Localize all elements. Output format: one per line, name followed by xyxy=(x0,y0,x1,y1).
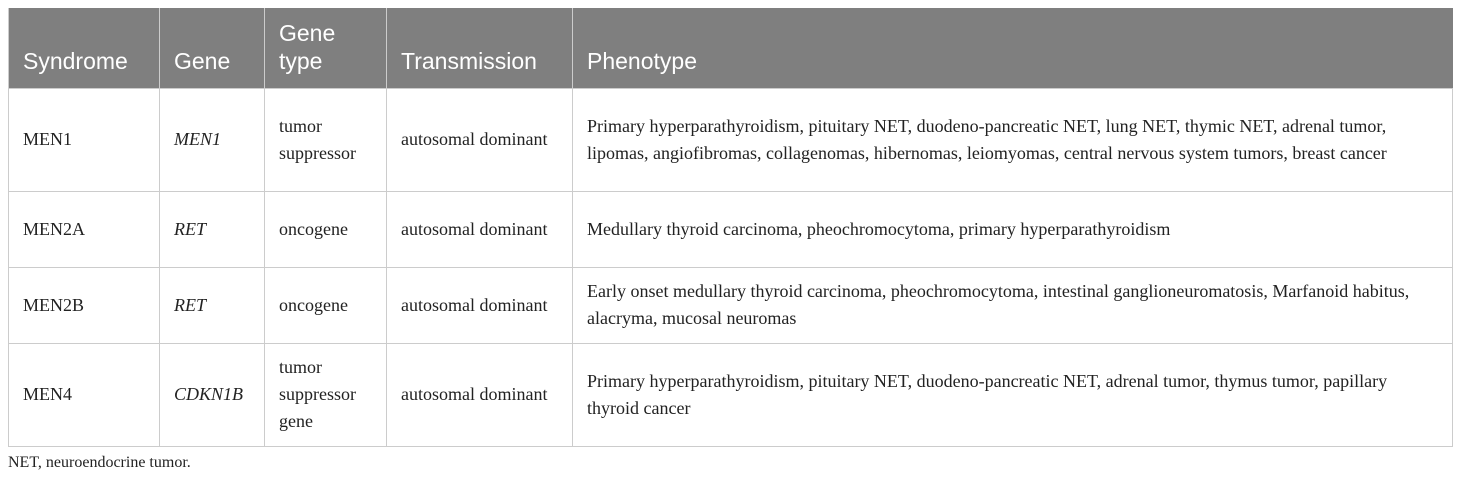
cell-gene-type: tumor suppressor gene xyxy=(265,343,387,446)
header-gene-type: Gene type xyxy=(265,8,387,88)
table-container xyxy=(8,8,1452,447)
table-row xyxy=(9,267,1453,343)
cell-transmission: autosomal dominant xyxy=(387,267,573,343)
table-header-row xyxy=(9,8,1453,88)
syndrome-table xyxy=(8,8,1453,447)
cell-gene: CDKN1B xyxy=(160,343,265,446)
cell-gene: MEN1 xyxy=(160,88,265,191)
table-row xyxy=(9,191,1453,267)
cell-phenotype: Primary hyperparathyroidism, pituitary NET, duodeno-pancreatic NET, adrenal tumor, thymus tumor, papillary thyroid cancer xyxy=(573,343,1453,446)
cell-gene: RET xyxy=(160,191,265,267)
cell-syndrome: MEN2B xyxy=(9,267,160,343)
table-row xyxy=(9,343,1453,446)
cell-syndrome: MEN4 xyxy=(9,343,160,446)
cell-phenotype: Medullary thyroid carcinoma, pheochromocytoma, primary hyperparathyroidism xyxy=(573,191,1453,267)
header-gene: Gene xyxy=(160,8,265,88)
cell-gene-type: oncogene xyxy=(265,191,387,267)
header-syndrome: Syndrome xyxy=(9,8,160,88)
cell-gene: RET xyxy=(160,267,265,343)
header-transmission: Transmission xyxy=(387,8,573,88)
header-phenotype: Phenotype xyxy=(573,8,1453,88)
cell-syndrome: MEN2A xyxy=(9,191,160,267)
cell-phenotype: Primary hyperparathyroidism, pituitary NET, duodeno-pancreatic NET, lung NET, thymic NET, adrenal tumor, lipomas, angiofibromas, collagenomas, hibernomas, leiomyomas, central nervous system tumors, breast cancer xyxy=(573,88,1453,191)
cell-transmission: autosomal dominant xyxy=(387,88,573,191)
cell-gene-type: tumor suppressor xyxy=(265,88,387,191)
cell-syndrome: MEN1 xyxy=(9,88,160,191)
cell-gene-type: oncogene xyxy=(265,267,387,343)
cell-transmission: autosomal dominant xyxy=(387,343,573,446)
table-row xyxy=(9,88,1453,191)
cell-phenotype: Early onset medullary thyroid carcinoma, pheochromocytoma, intestinal ganglioneuromatosis, Marfanoid habitus, alacryma, mucosal neuromas xyxy=(573,267,1453,343)
table-footnote: NET, neuroendocrine tumor. xyxy=(8,454,191,471)
cell-transmission: autosomal dominant xyxy=(387,191,573,267)
